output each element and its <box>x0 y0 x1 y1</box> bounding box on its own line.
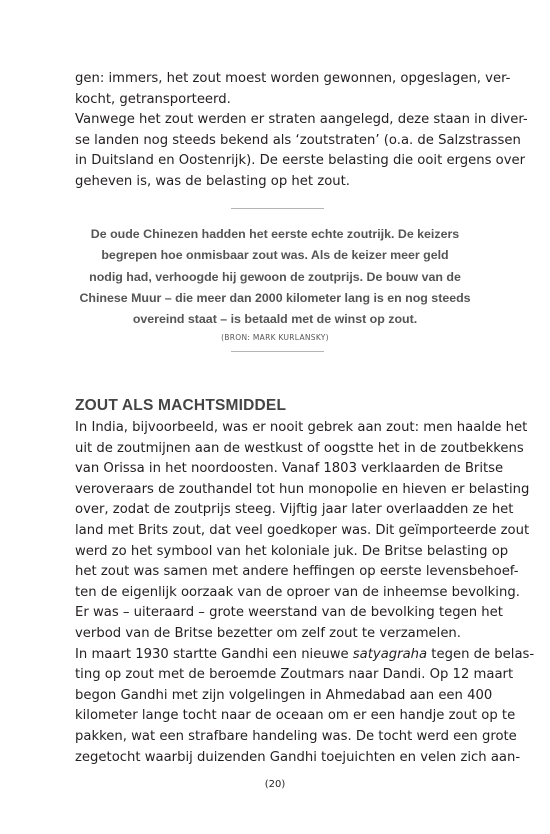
page-number: (20) <box>264 779 286 790</box>
text-line: het zout was samen met andere heffingen op eerste levensbehoef- <box>75 564 519 580</box>
text-line: uit de zoutmijnen aan de westkust of oogstte het in de zoutbekkens <box>75 440 524 456</box>
body-paragraph <box>75 418 535 768</box>
text-line: geheven is, was de belasting op het zout. <box>75 173 350 189</box>
text-line: werd zo het symbool van het koloniale juk. De Britse belasting op <box>75 543 509 559</box>
text-line: begon Gandhi met zijn volgelingen in Ahmedabad aan een 400 <box>75 687 493 703</box>
text-line: se landen nog steeds bekend als ‘zoutstraten’ (o.a. de Salzstrassen <box>75 132 521 148</box>
text-line: kilometer lange tocht naar de oceaan om er een handje zout op te <box>75 708 516 724</box>
text-line: ten de eigenlijk oorzaak van de oproer van de inheemse bevolking. <box>75 584 520 600</box>
text-line: gen: immers, het zout moest worden gewonnen, opgeslagen, ver- <box>75 71 511 86</box>
intro-paragraph <box>75 69 528 193</box>
text-line: kocht, getransporteerd. <box>75 91 231 107</box>
text-line: pakken, wat een strafbare handeling was. De tocht werd een grote <box>75 728 517 744</box>
quote-source: (BRON: MARK KURLANSKY) <box>221 333 329 343</box>
text-segment: In maart 1930 startte Gandhi een nieuwe <box>75 646 353 662</box>
text-line <box>75 645 535 666</box>
text-line: Vanwege het zout werden er straten aangelegd, deze staan in diver- <box>75 112 528 128</box>
quote-bottom-divider <box>231 351 324 352</box>
text-line: ting op zout met de beroemde Zoutmars naar Dandi. Op 12 maart <box>75 667 514 683</box>
text-line: In India, bijvoorbeeld, was er nooit gebrek aan zout: men haalde het <box>75 420 528 435</box>
italic-term: satyagraha <box>352 646 428 662</box>
text-line: in Duitsland en Oostenrijk). De eerste belasting die ooit ergens over <box>75 153 526 169</box>
section-heading: ZOUT ALS MACHTSMIDDEL <box>75 397 287 414</box>
quote-line: Chinese Muur – die meer dan 2000 kilometer lang is en nog steeds <box>79 290 471 305</box>
text-line: over, zodat de zoutprijs steeg. Vijftig jaar later overlaadden ze het <box>75 502 514 518</box>
quote-line: De oude Chinezen hadden het eerste echte zoutrijk. De keizers <box>90 227 460 241</box>
text-segment: tegen de belas- <box>427 646 535 662</box>
quote-line: overeind staat – is betaald met de winst op zout. <box>132 312 418 327</box>
text-line: veroveraars de zouthandel tot hun monopolie en hieven er belasting <box>75 481 530 497</box>
quote-line: nodig had, verhoogde hij gewoon de zoutprijs. De bouw van de <box>89 269 461 284</box>
text-line: zegetocht waarbij duizenden Gandhi toejuichten en velen zich aan- <box>75 749 521 765</box>
pull-quote <box>75 224 475 344</box>
quote-top-divider <box>231 208 324 209</box>
text-line: van Orissa in het noordoosten. Vanaf 1803 verklaarden de Britse <box>75 461 504 477</box>
text-line: Er was – uiteraard – grote weerstand van de bevolking tegen het <box>75 605 503 621</box>
quote-line: begrepen hoe onmisbaar zout was. Als de keizer meer geld <box>101 248 449 263</box>
text-line: verbod van de Britse bezetter om zelf zout te verzamelen. <box>75 625 461 641</box>
text-line: land met Brits zout, dat veel goedkoper was. Dit geïmporteerde zout <box>75 522 530 538</box>
